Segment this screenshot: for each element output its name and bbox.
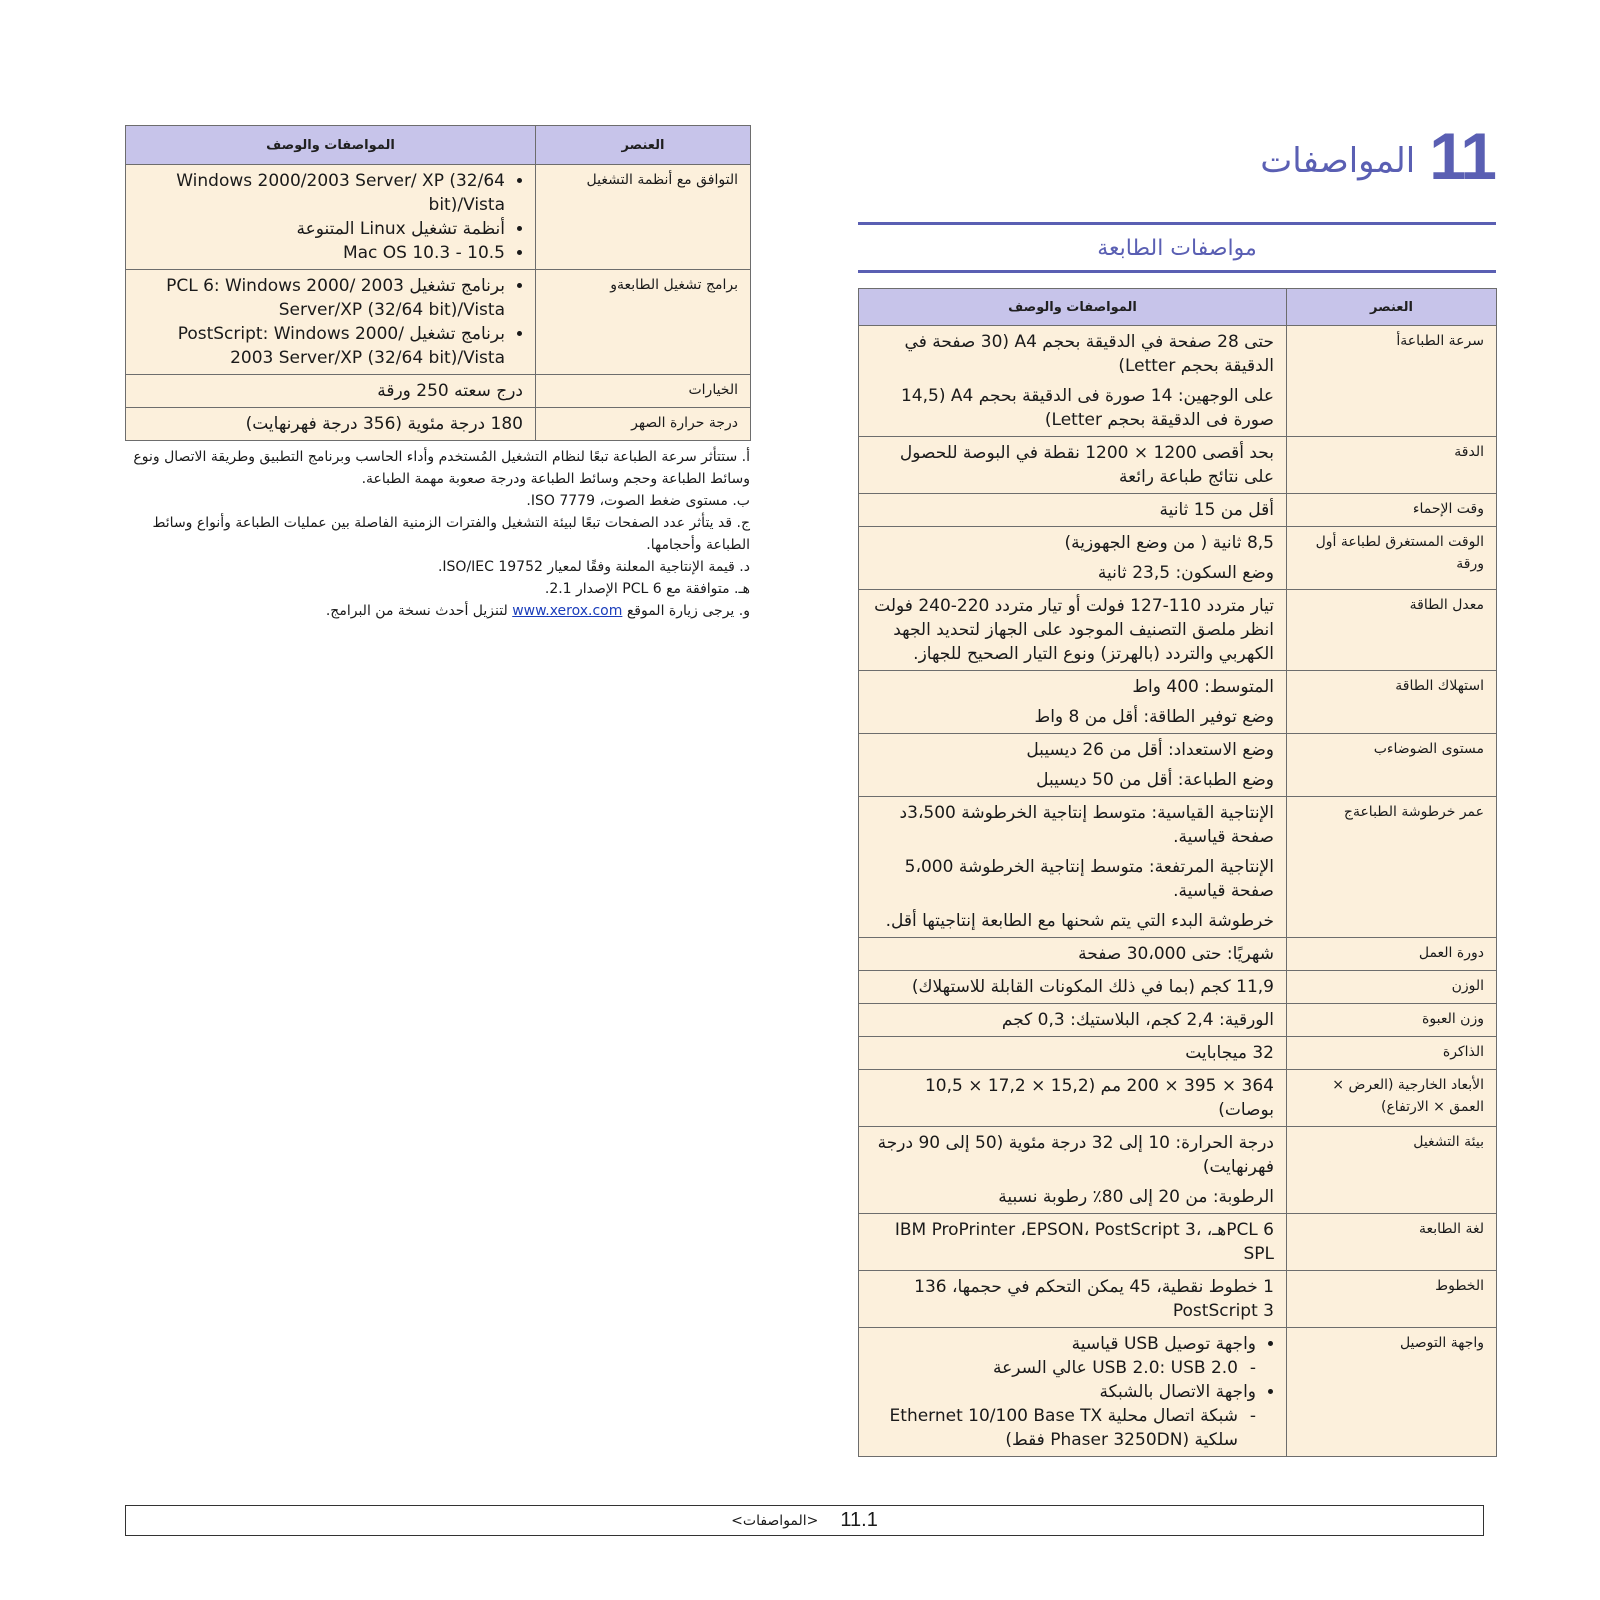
- spec-value: [859, 797, 1287, 938]
- list-item: • واجهة الاتصال بالشبكة: [867, 1380, 1256, 1404]
- table-row: [859, 326, 1497, 437]
- spec-value-text: الورقية: 2,4 كجم، البلاستيك: 0,3 كجم: [1001, 1010, 1274, 1030]
- section-title: مواصفات الطابعة: [1097, 236, 1257, 261]
- footnote-text: لتنزيل أحدث نسخة من البرامج.: [325, 603, 513, 619]
- spec-item-label: مستوى الضوضاءب: [1287, 734, 1497, 797]
- footnote: د. قيمة الإنتاجية المعلنة وفقًا لمعيار ISO/IEC 19752.: [437, 559, 750, 575]
- spec-value: [859, 1127, 1287, 1214]
- spec-value: [859, 590, 1287, 671]
- spec-item-label: وقت الإحماء: [1287, 494, 1497, 527]
- table-row: [859, 590, 1497, 671]
- spec-value: [859, 1070, 1287, 1127]
- spec-item-label: دورة العمل: [1287, 938, 1497, 971]
- spec-value: [859, 1037, 1287, 1070]
- spec-value-text: 32 ميجابايت: [1185, 1043, 1274, 1063]
- list-item: • واجهة توصيل USB قياسية: [867, 1332, 1256, 1356]
- table-row: [859, 734, 1497, 797]
- table-row: [859, 1214, 1497, 1271]
- spec-value: [859, 971, 1287, 1004]
- spec-value: [859, 437, 1287, 494]
- footnote: هـ. متوافقة مع PCL 6 الإصدار 2.1.: [544, 581, 750, 597]
- table-row: [859, 1070, 1497, 1127]
- table-row: [859, 1328, 1497, 1457]
- spec-item-label: وزن العبوة: [1287, 1004, 1497, 1037]
- spec-value: [126, 270, 536, 375]
- table-row: [859, 1004, 1497, 1037]
- table-row: [126, 165, 751, 270]
- spec-value: [859, 1271, 1287, 1328]
- spec-value-text: وضع توفير الطاقة: أقل من 8 واط: [1034, 707, 1274, 727]
- table-row: [126, 408, 751, 441]
- spec-value: [126, 408, 536, 441]
- spec-value-text: وضع السكون: 23,5 ثانية: [1097, 563, 1274, 583]
- spec-value-text: درجة الحرارة: 10 إلى 32 درجة مئوية (50 إلى 90 درجة فهرنهايت): [877, 1133, 1274, 1177]
- table-row: [859, 527, 1497, 590]
- spec-item-label: عمر خرطوشة الطباعةج: [1287, 797, 1497, 938]
- table-row: [859, 671, 1497, 734]
- spec-item-label: استهلاك الطاقة: [1287, 671, 1497, 734]
- spec-item-label: سرعة الطباعةأ: [1287, 326, 1497, 437]
- table-row: [859, 797, 1497, 938]
- page-footer: [125, 1505, 1484, 1536]
- page-number: 11.1: [840, 1509, 878, 1531]
- spec-value-text: أقل من 15 ثانية: [1159, 500, 1274, 520]
- list-item: • أنظمة تشغيل Linux المتنوعة: [134, 217, 505, 241]
- spec-value-text: 11,9 كجم (بما في ذلك المكونات القابلة للاستهلاك): [911, 977, 1274, 997]
- spec-item-label: برامج تشغيل الطابعةو: [536, 270, 751, 375]
- section-rule-bottom: [858, 270, 1496, 273]
- footnote: [125, 600, 750, 622]
- spec-item-label: الخطوط: [1287, 1271, 1497, 1328]
- spec-value: [859, 734, 1287, 797]
- spec-value: [859, 1004, 1287, 1037]
- spec-value: [859, 1214, 1287, 1271]
- column-header-spec: المواصفات والوصف: [126, 126, 536, 165]
- spec-value-list: [867, 1332, 1274, 1452]
- spec-value-text: الرطوبة: من 20 إلى 80٪ رطوبة نسبية: [998, 1187, 1274, 1207]
- printer-spec-table: [858, 288, 1497, 1457]
- spec-value-text: 180 درجة مئوية (356 درجة فهرنهايت): [245, 414, 523, 434]
- spec-value: [126, 375, 536, 408]
- spec-item-label: الأبعاد الخارجية (العرض × العمق × الارتفاع): [1287, 1070, 1497, 1127]
- footnote: ب. مستوى ضغط الصوت، ISO 7779.: [526, 493, 750, 509]
- table-row: [859, 1271, 1497, 1328]
- spec-value-text: 1 خطوط نقطية، 45 يمكن التحكم في حجمها، 136 PostScript 3: [914, 1277, 1274, 1321]
- spec-value-text: شهريًا: حتى 30،000 صفحة: [1078, 944, 1274, 964]
- footnote-text: و. يرجى زيارة الموقع: [622, 603, 750, 619]
- spec-value-text: الإنتاجية القياسية: متوسط إنتاجية الخرطوشة 3،500د صفحة قياسية.: [899, 803, 1274, 847]
- spec-value-list: [134, 169, 523, 265]
- spec-value: [859, 938, 1287, 971]
- chapter-number: 11: [1429, 119, 1495, 193]
- spec-item-label: معدل الطاقة: [1287, 590, 1497, 671]
- spec-value-text: المتوسط: 400 واط: [1132, 677, 1274, 697]
- chapter-title: المواصفات: [1260, 141, 1416, 181]
- spec-item-label: الخيارات: [536, 375, 751, 408]
- spec-item-label: الدقة: [1287, 437, 1497, 494]
- spec-item-label: واجهة التوصيل: [1287, 1328, 1497, 1457]
- spec-item-label: الوقت المستغرق لطباعة أول ورقة: [1287, 527, 1497, 590]
- spec-value-text: على الوجهين: 14 صورة فى الدقيقة بحجم A4 (14,5 صورة فى الدقيقة بحجم Letter): [900, 386, 1274, 430]
- table-row: [859, 494, 1497, 527]
- spec-value-text: 8,5 ثانية ( من وضع الجهوزية): [1064, 533, 1274, 553]
- list-item: • Mac OS 10.3 - 10.5: [134, 241, 505, 265]
- spec-value-text: وضع الاستعداد: أقل من 26 ديسيبل: [1026, 740, 1274, 760]
- chapter-heading: [860, 118, 1495, 193]
- table-row: [859, 1127, 1497, 1214]
- table-row: [126, 270, 751, 375]
- section-rule-top: [858, 222, 1496, 225]
- spec-item-label: الذاكرة: [1287, 1037, 1497, 1070]
- spec-value-text: وضع الطباعة: أقل من 50 ديسيبل: [1036, 770, 1274, 790]
- spec-value: [859, 494, 1287, 527]
- table-row: [859, 437, 1497, 494]
- column-header-item: العنصر: [536, 126, 751, 165]
- spec-item-label: الوزن: [1287, 971, 1497, 1004]
- list-item: - USB 2.0: USB 2.0 عالي السرعة: [867, 1356, 1256, 1380]
- list-item: • برنامج تشغيل PCL 6: Windows 2000/ 2003 Server/XP (32/64 bit)/Vista: [134, 274, 505, 322]
- spec-item-label: بيئة التشغيل: [1287, 1127, 1497, 1214]
- table-row: [126, 375, 751, 408]
- spec-item-label: لغة الطابعة: [1287, 1214, 1497, 1271]
- column-header-spec: المواصفات والوصف: [859, 289, 1287, 326]
- spec-value-text: حتى 28 صفحة في الدقيقة بحجم A4 (30 صفحة في الدقيقة بحجم Letter): [904, 332, 1274, 376]
- footnotes: [125, 446, 750, 622]
- footnote: أ. ستتأثر سرعة الطباعة تبعًا لنظام التشغيل المُستخدم وأداء الحاسب وبرنامج التطبيق وطريقة الاتصال ونوع وسائط الطباعة وحجم وسائط الطباعة ودرجة صعوبة مهمة الطباعة.: [133, 449, 750, 487]
- footnote: ج. قد يتأثر عدد الصفحات تبعًا لبيئة التشغيل والفترات الزمنية الفاصلة بين عمليات الطباعة وأنواع وسائط الطباعة وأحجامها.: [152, 515, 750, 553]
- spec-item-label: درجة حرارة الصهر: [536, 408, 751, 441]
- spec-value: [859, 326, 1287, 437]
- footer-chapter-label: <المواصفات>: [731, 1512, 819, 1529]
- spec-value-text: درج سعته 250 ورقة: [377, 381, 523, 401]
- spec-value: [859, 1328, 1287, 1457]
- printer-spec-table-continued: [125, 125, 751, 441]
- spec-value-text: تيار متردد 110-127 فولت أو تيار متردد 220-240 فولت انظر ملصق التصنيف الموجود على الجهاز لتحديد الجهد الكهربي والتردد (بالهرتز) ونوع التيار الصحيح للجهاز.: [874, 596, 1274, 664]
- column-header-item: العنصر: [1287, 289, 1497, 326]
- list-item: • برنامج تشغيل PostScript: Windows 2000/ 2003 Server/XP (32/64 bit)/Vista: [134, 322, 505, 370]
- spec-value: [126, 165, 536, 270]
- list-item: • Windows 2000/2003 Server/ XP (32/64 bit)/Vista: [134, 169, 505, 217]
- spec-value-text: بحد أقصى 1200 × 1200 نقطة في البوصة للحصول على نتائج طباعة رائعة: [899, 443, 1274, 487]
- spec-value-text: PCL 6هـ، IBM ProPrinter ،EPSON، PostScript 3، SPL: [894, 1220, 1274, 1264]
- list-item: - شبكة اتصال محلية Ethernet 10/100 Base TX سلكية (Phaser 3250DN فقط): [867, 1404, 1256, 1452]
- table-row: [859, 971, 1497, 1004]
- spec-value-text: 364 × 395 × 200 مم (15,2 × 17,2 × 10,5 بوصات): [924, 1076, 1274, 1120]
- spec-value: [859, 671, 1287, 734]
- xerox-website-link[interactable]: www.xerox.com: [512, 603, 623, 619]
- spec-value-list: [134, 274, 523, 370]
- table-row: [859, 938, 1497, 971]
- spec-item-label: التوافق مع أنظمة التشغيل: [536, 165, 751, 270]
- spec-value-text: خرطوشة البدء التي يتم شحنها مع الطابعة إنتاجيتها أقل.: [885, 911, 1274, 931]
- spec-value: [859, 527, 1287, 590]
- table-row: [859, 1037, 1497, 1070]
- spec-value-text: الإنتاجية المرتفعة: متوسط إنتاجية الخرطوشة 5،000 صفحة قياسية.: [904, 857, 1274, 901]
